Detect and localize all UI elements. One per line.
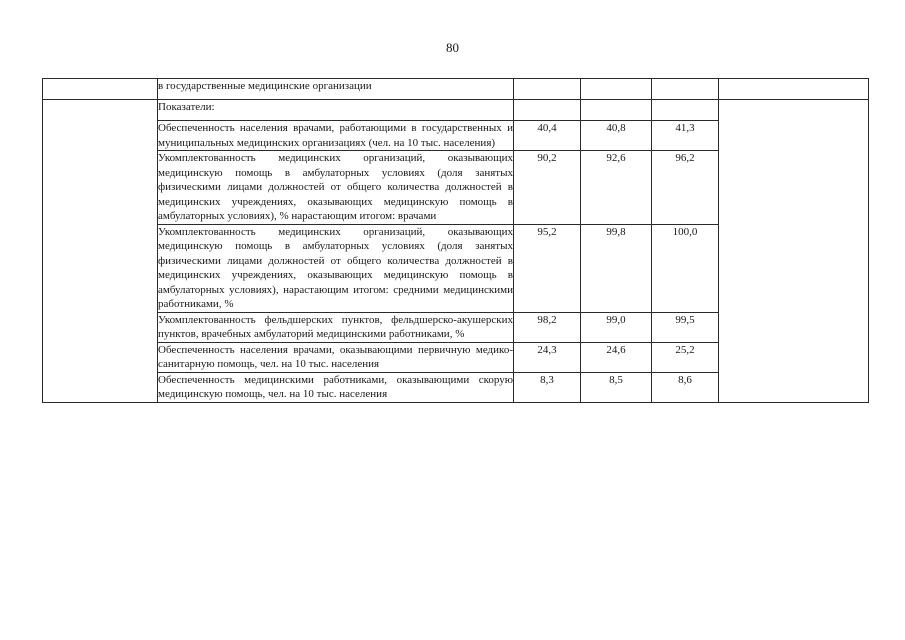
indicator-value: 8,6 bbox=[652, 372, 719, 402]
indicator-value: 24,6 bbox=[581, 342, 652, 372]
right-blank-cell bbox=[719, 79, 869, 100]
indicator-value: 99,8 bbox=[581, 224, 652, 312]
value-cell-empty bbox=[581, 79, 652, 100]
indicators-table bbox=[42, 78, 869, 403]
indicator-value: 99,0 bbox=[581, 312, 652, 342]
indicator-value: 90,2 bbox=[514, 151, 581, 225]
indicator-value: 40,4 bbox=[514, 121, 581, 151]
value-cell-empty bbox=[514, 100, 581, 121]
value-cell-empty bbox=[514, 79, 581, 100]
indicator-text: Обеспеченность населения врачами, работающими в государственных и муниципальных медицинских организациях (чел. на 10 тыс. населения) bbox=[158, 122, 513, 149]
indicator-value: 25,2 bbox=[652, 342, 719, 372]
indicator-value: 98,2 bbox=[514, 312, 581, 342]
indicator-value: 41,3 bbox=[652, 121, 719, 151]
indicator-text: Обеспеченность населения врачами, оказывающими первичную медико-санитарную помощь, чел. на 10 тыс. населения bbox=[158, 343, 513, 370]
left-blank-cell bbox=[43, 79, 158, 100]
continuation-row bbox=[43, 79, 869, 100]
continuation-text: в государственные медицинские организации bbox=[158, 79, 514, 100]
indicator-text: Укомплектованность медицинских организаций, оказывающих медицинскую помощь в амбулаторных условиях (доля занятых физическими лицами должностей от общего количества должностей в медицинских учреждениях, оказывающих медицинскую помощь в амбулаторных условиях), % нарастающим итогом: врачами bbox=[158, 152, 513, 222]
indicators-label-row bbox=[43, 100, 869, 121]
indicator-value: 100,0 bbox=[652, 224, 719, 312]
value-cell-empty bbox=[652, 100, 719, 121]
value-cell-empty bbox=[581, 100, 652, 121]
indicator-value: 40,8 bbox=[581, 121, 652, 151]
indicator-value: 95,2 bbox=[514, 224, 581, 312]
indicator-value: 8,3 bbox=[514, 372, 581, 402]
right-blank-cell bbox=[719, 100, 869, 403]
indicator-value: 24,3 bbox=[514, 342, 581, 372]
page-number: 80 bbox=[446, 40, 459, 55]
left-blank-cell bbox=[43, 100, 158, 403]
indicator-text: Обеспеченность медицинскими работниками, оказывающими скорую медицинскую помощь, чел. на 10 тыс. населения bbox=[158, 373, 513, 400]
indicators-label: Показатели: bbox=[158, 100, 514, 121]
indicator-value: 99,5 bbox=[652, 312, 719, 342]
indicator-text: Укомплектованность медицинских организаций, оказывающих медицинскую помощь в амбулаторных условиях (доля занятых физическими лицами должностей от общего количества должностей в медицинских учреждениях, оказывающих медицинскую помощь в амбулаторных условиях), нарастающим итогом: средними медицинскими работниками, % bbox=[158, 225, 513, 310]
indicator-value: 96,2 bbox=[652, 151, 719, 225]
indicator-value: 92,6 bbox=[581, 151, 652, 225]
indicator-value: 8,5 bbox=[581, 372, 652, 402]
indicator-text: Укомплектованность фельдшерских пунктов, фельдшерско-акушерских пунктов, врачебных амбулаторий медицинскими работниками, % bbox=[158, 313, 513, 340]
value-cell-empty bbox=[652, 79, 719, 100]
